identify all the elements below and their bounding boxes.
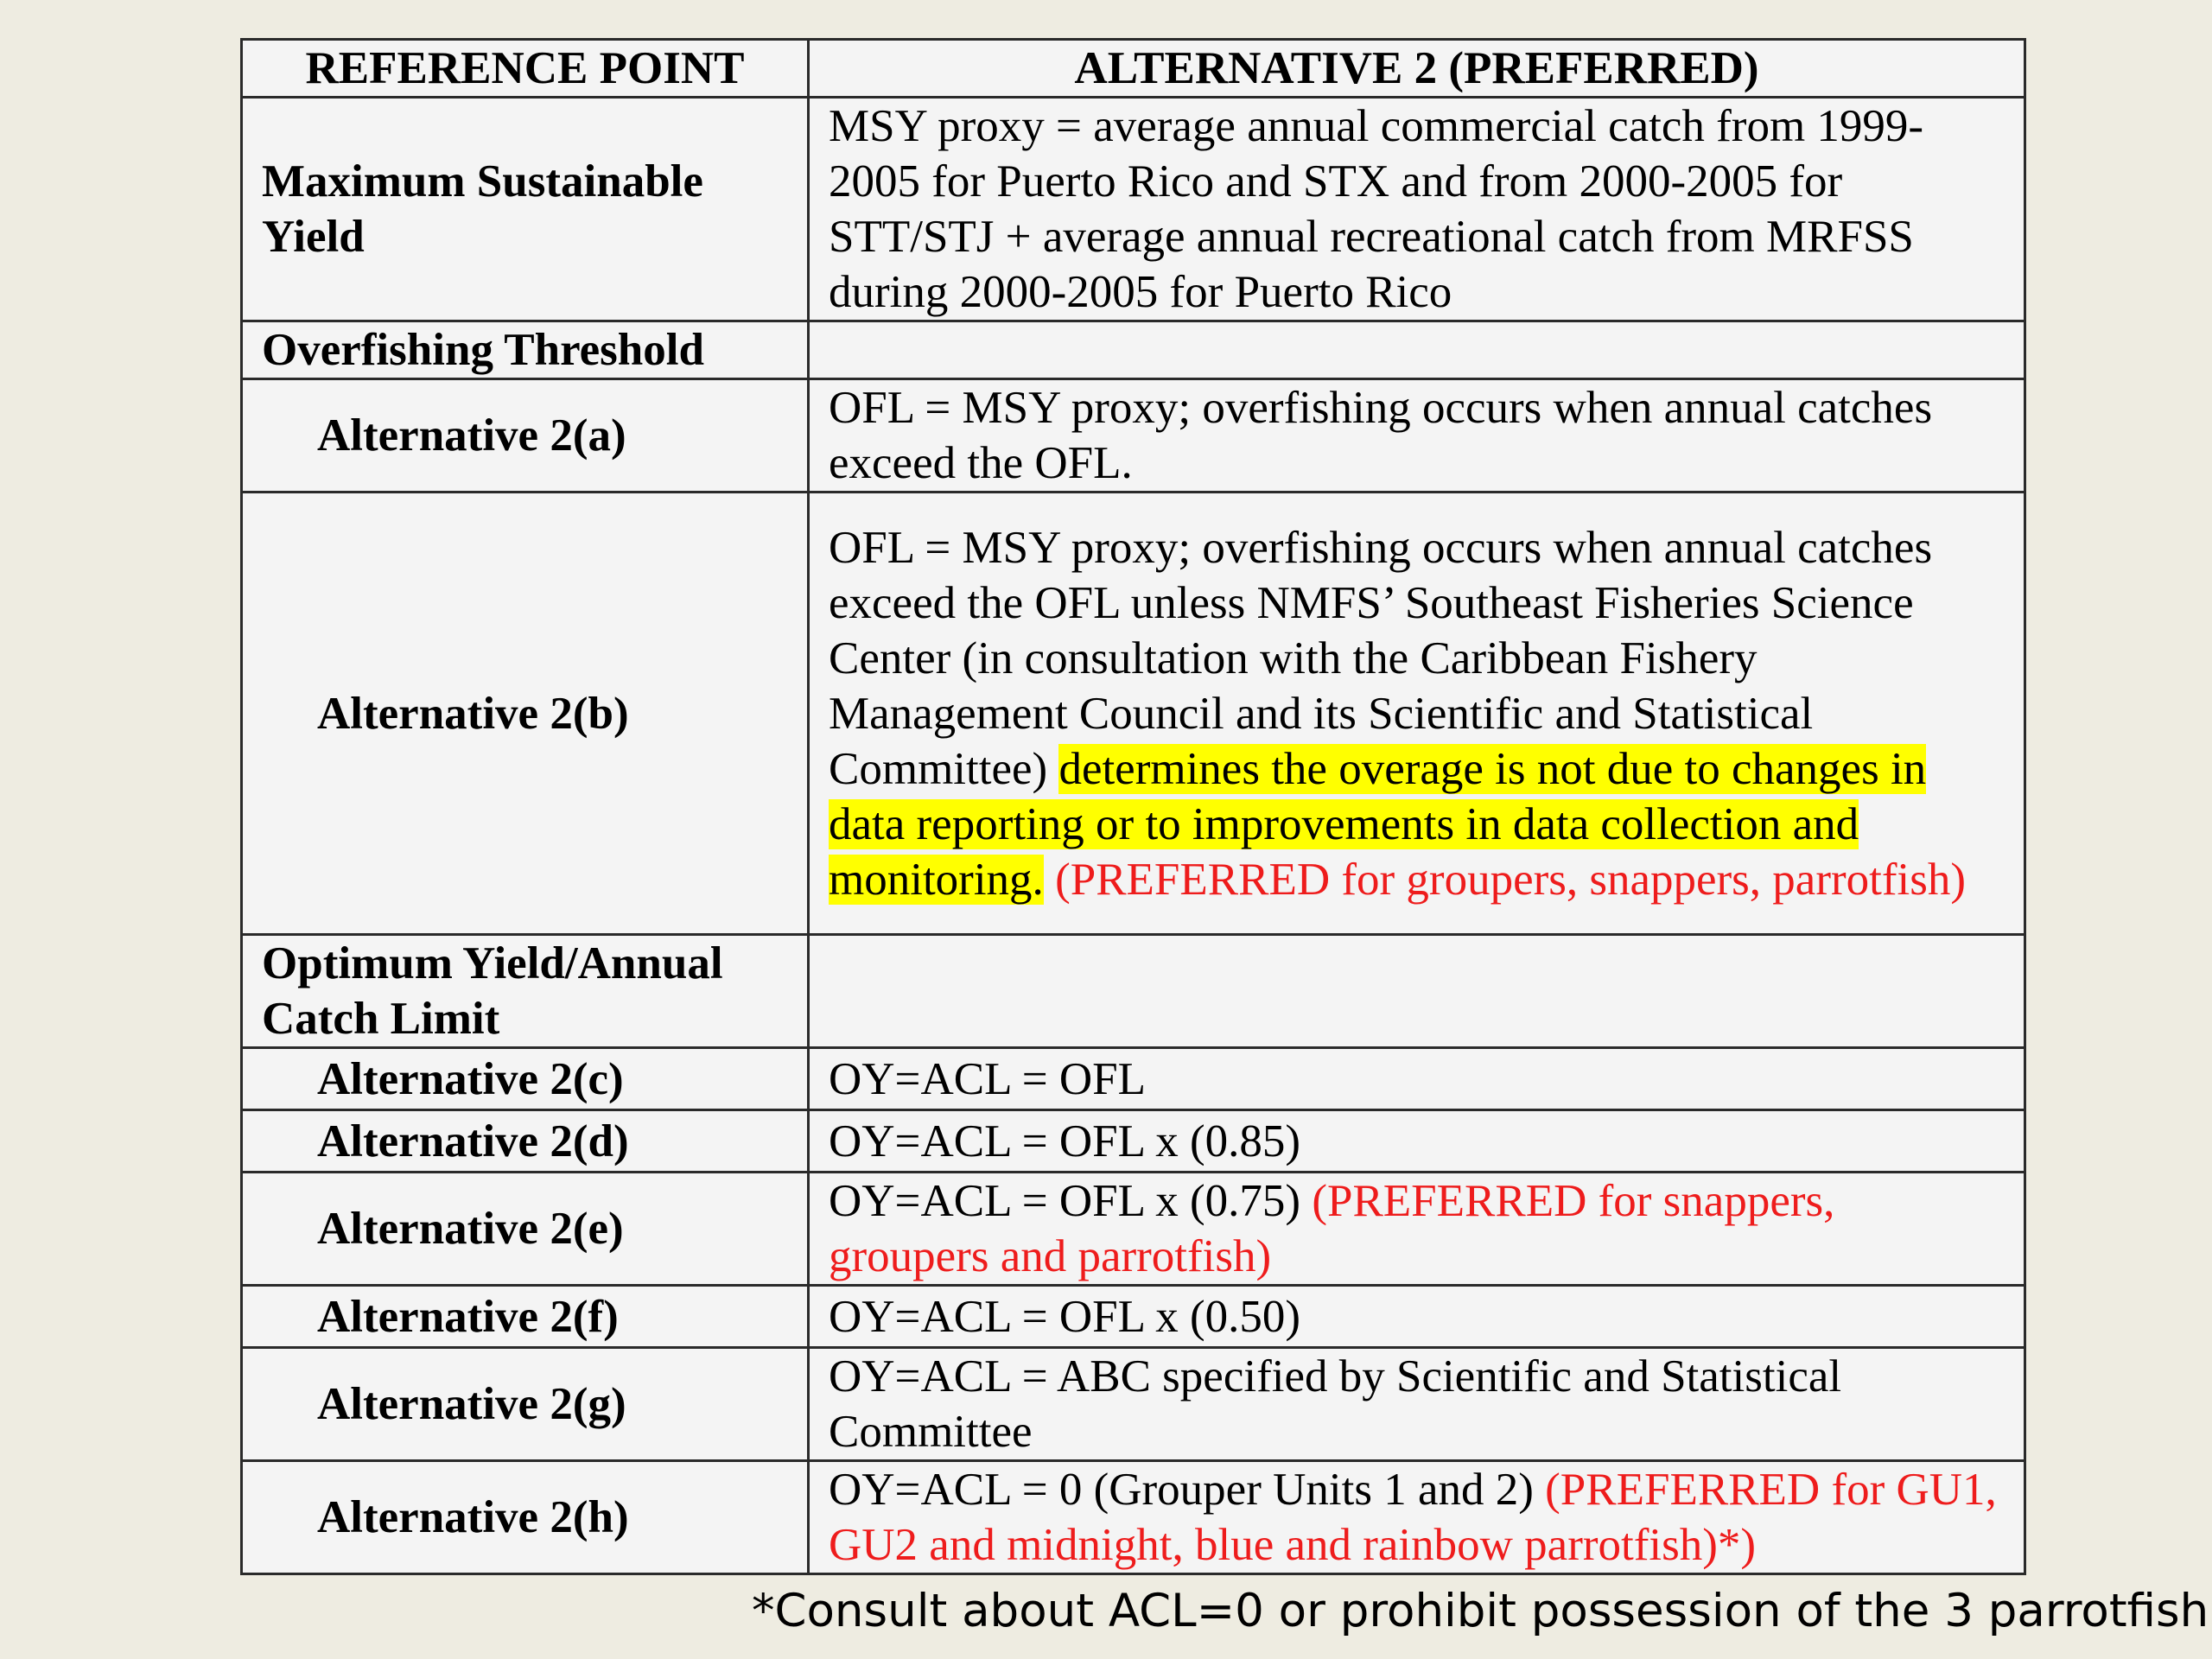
row-label: Maximum Sustainable Yield bbox=[242, 98, 809, 321]
table-row bbox=[242, 1286, 2025, 1348]
row-label: Alternative 2(c) bbox=[242, 1048, 809, 1110]
highlighted-text: determines the overage is not due to changes in data reporting or to improvements in data collection and monitoring. bbox=[829, 743, 1927, 905]
preferred-note: (PREFERRED for GU1, GU2 and midnight, blue and rainbow parrotfish)*) bbox=[829, 1465, 1997, 1570]
row-value-text: OY=ACL = 0 (Grouper Units 1 and 2) bbox=[829, 1465, 1534, 1515]
table-row bbox=[242, 1348, 2025, 1461]
table-row bbox=[242, 1110, 2025, 1173]
row-value bbox=[809, 935, 2025, 1048]
table-row bbox=[242, 98, 2025, 321]
row-label: Optimum Yield/Annual Catch Limit bbox=[242, 935, 809, 1048]
table-row bbox=[242, 1461, 2025, 1574]
row-label: Alternative 2(g) bbox=[242, 1348, 809, 1461]
table-row bbox=[242, 1048, 2025, 1110]
row-label: Alternative 2(h) bbox=[242, 1461, 809, 1574]
row-label: Alternative 2(d) bbox=[242, 1110, 809, 1173]
table-row bbox=[242, 1173, 2025, 1286]
preferred-note: (PREFERRED for groupers, snappers, parrotfish) bbox=[1055, 854, 1967, 905]
row-value bbox=[809, 321, 2025, 379]
row-label: Alternative 2(f) bbox=[242, 1286, 809, 1348]
row-value-text: OFL = MSY proxy; overfishing occurs when annual catches exceed the OFL unless NMFS’ Southeast Fisheries Science Center (in consultation with the Caribbean Fishery Management Council and its Scientific and Statistical Committee) bbox=[829, 522, 1933, 794]
footnote: *Consult about ACL=0 or prohibit possession of the 3 parrotfish bbox=[752, 1585, 2209, 1637]
row-label: Alternative 2(a) bbox=[242, 379, 809, 493]
table-header-row bbox=[242, 40, 2025, 98]
preferred-note: (PREFERRED for snappers, groupers and parrotfish) bbox=[829, 1176, 1835, 1281]
row-label: Alternative 2(e) bbox=[242, 1173, 809, 1286]
row-value-text: OY=ACL = OFL x (0.75) bbox=[829, 1176, 1301, 1226]
table-row bbox=[242, 379, 2025, 493]
header-alternative-2: ALTERNATIVE 2 (PREFERRED) bbox=[809, 40, 2025, 98]
row-value: MSY proxy = average annual commercial catch from 1999-2005 for Puerto Rico and STX and from 2000-2005 for STT/STJ + average annual recreational catch from MRFSS during 2000-2005 for Puerto Rico bbox=[809, 98, 2025, 321]
row-value: OY=ACL = OFL bbox=[809, 1048, 2025, 1110]
row-value: OY=ACL = ABC specified by Scientific and Statistical Committee bbox=[809, 1348, 2025, 1461]
table-row bbox=[242, 321, 2025, 379]
row-value: OFL = MSY proxy; overfishing occurs when annual catches exceed the OFL. bbox=[809, 379, 2025, 493]
row-value: OY=ACL = OFL x (0.50) bbox=[809, 1286, 2025, 1348]
row-label: Alternative 2(b) bbox=[242, 493, 809, 935]
table-row bbox=[242, 493, 2025, 935]
row-value bbox=[809, 1173, 2025, 1286]
header-reference-point: REFERENCE POINT bbox=[242, 40, 809, 98]
row-value bbox=[809, 493, 2025, 935]
table-row bbox=[242, 935, 2025, 1048]
row-value bbox=[809, 1461, 2025, 1574]
row-value: OY=ACL = OFL x (0.85) bbox=[809, 1110, 2025, 1173]
row-label: Overfishing Threshold bbox=[242, 321, 809, 379]
reference-point-table bbox=[240, 38, 2026, 1575]
